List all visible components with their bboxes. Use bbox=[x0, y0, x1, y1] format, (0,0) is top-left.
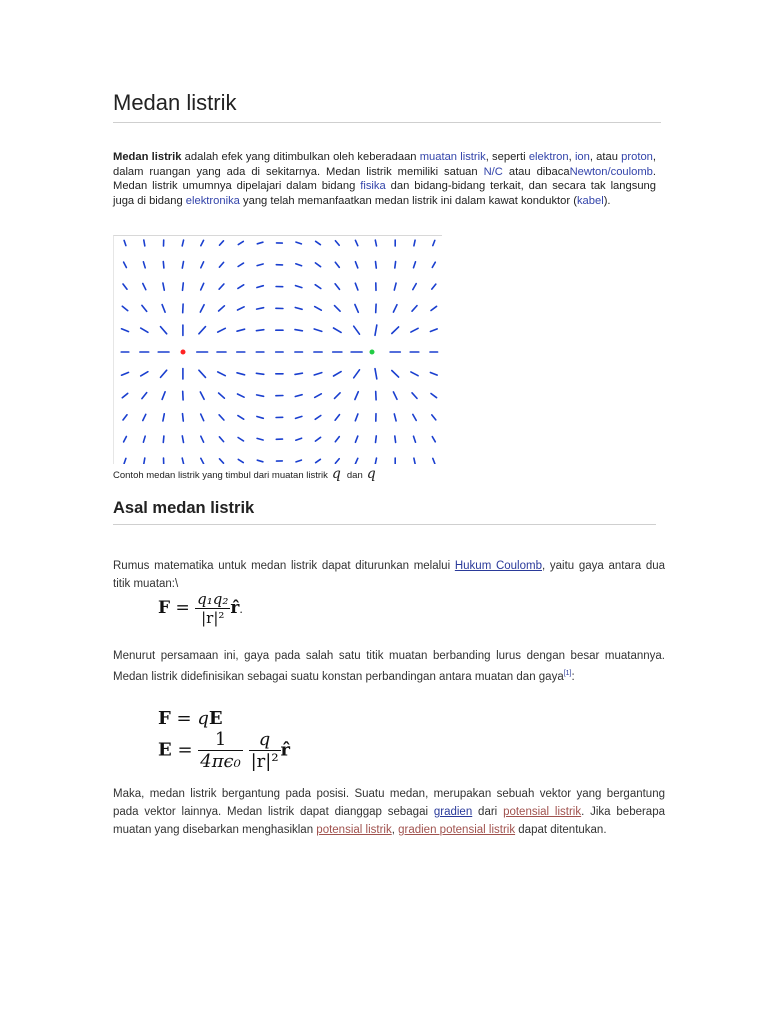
para-text: , yaitu gaya antara dua titik muatan:\ bbox=[113, 560, 666, 590]
field-vector bbox=[257, 460, 263, 462]
field-vector bbox=[355, 283, 358, 290]
field-vector bbox=[315, 437, 320, 441]
field-vector bbox=[183, 283, 184, 290]
intro-text: , atau bbox=[589, 151, 622, 163]
field-vector bbox=[315, 394, 322, 398]
field-vector bbox=[219, 262, 223, 267]
field-vector bbox=[182, 436, 183, 443]
field-vector bbox=[355, 458, 357, 463]
field-vector bbox=[199, 327, 206, 334]
link-elektron[interactable]: elektron bbox=[528, 151, 569, 163]
field-vector bbox=[161, 370, 167, 377]
field-vector bbox=[433, 240, 435, 245]
formula-rhat: r̂ bbox=[280, 739, 291, 761]
field-vector bbox=[395, 436, 396, 442]
field-vector bbox=[412, 393, 417, 399]
field-vector bbox=[295, 330, 302, 331]
field-vector bbox=[142, 393, 147, 399]
intro-text: ). bbox=[603, 194, 611, 207]
paragraph-gradient bbox=[113, 785, 665, 839]
field-vector bbox=[182, 240, 183, 246]
field-vector bbox=[144, 240, 145, 246]
field-vector bbox=[238, 416, 244, 420]
field-vector bbox=[432, 262, 435, 267]
field-vector bbox=[296, 242, 301, 244]
positive-charge-dot bbox=[181, 350, 186, 355]
link-gradien-potensial-listrik[interactable]: gradien potensial listrik bbox=[398, 824, 516, 836]
field-vector bbox=[355, 305, 358, 313]
field-vector bbox=[124, 458, 126, 463]
field-vector bbox=[142, 305, 147, 311]
field-vector bbox=[257, 264, 263, 266]
field-vector bbox=[123, 284, 127, 289]
para-text: Rumus matematika untuk medan listrik dapat diturunkan melalui bbox=[113, 560, 455, 572]
field-vector bbox=[237, 329, 245, 331]
field-vector bbox=[392, 371, 399, 378]
field-vector bbox=[201, 436, 204, 442]
field-vector bbox=[257, 242, 263, 244]
field-vector bbox=[375, 325, 377, 335]
intro-text: yang telah memanfaatkan medan listrik ini dalam kawat konduktor ( bbox=[239, 194, 577, 207]
field-vector bbox=[414, 240, 415, 246]
caption-and: dan bbox=[346, 470, 363, 481]
field-vector bbox=[335, 306, 341, 312]
caption-text: Contoh medan listrik yang timbul dari muatan listrik bbox=[113, 470, 328, 481]
field-vector bbox=[414, 436, 416, 442]
field-vector bbox=[122, 329, 129, 332]
field-vector bbox=[431, 306, 437, 310]
field-vector bbox=[315, 307, 322, 311]
field-vector bbox=[376, 262, 377, 269]
intro-text: , seperti bbox=[485, 151, 529, 163]
field-vector bbox=[355, 414, 358, 421]
link-kabel[interactable]: kabel bbox=[576, 194, 604, 207]
intro-paragraph bbox=[113, 150, 656, 208]
field-vector bbox=[201, 262, 204, 268]
electric-field-diagram bbox=[114, 236, 442, 464]
para-text: dapat ditentukan. bbox=[515, 824, 607, 836]
field-vector bbox=[432, 437, 435, 442]
intro-term: Medan listrik bbox=[113, 151, 182, 163]
formula-period: . bbox=[239, 603, 243, 616]
link-nc[interactable]: N/C bbox=[483, 165, 503, 178]
field-vector bbox=[414, 262, 416, 268]
field-vector bbox=[238, 263, 243, 266]
field-vector bbox=[430, 373, 437, 376]
field-vector bbox=[201, 458, 204, 463]
field-vector bbox=[433, 458, 435, 463]
link-newton-coulomb[interactable]: Newton/coulomb bbox=[569, 165, 653, 178]
formula-coulomb bbox=[158, 590, 243, 627]
field-vector bbox=[162, 305, 165, 313]
charge-q1-symbol: q bbox=[331, 466, 341, 482]
field-vector bbox=[335, 241, 339, 246]
field-vector bbox=[163, 436, 164, 442]
field-vector bbox=[316, 241, 321, 244]
field-vector bbox=[314, 329, 322, 331]
field-vector bbox=[163, 283, 164, 290]
field-vector bbox=[375, 369, 377, 379]
field-vector bbox=[414, 458, 415, 464]
field-vector bbox=[335, 415, 339, 421]
field-vector bbox=[143, 262, 145, 268]
field-vector bbox=[219, 415, 224, 420]
field-vector bbox=[257, 286, 263, 288]
link-hukum-coulomb[interactable]: Hukum Coulomb bbox=[454, 560, 542, 572]
para-text: Menurut persamaan ini, gaya pada salah satu titik muatan berbanding lurus dengan besar muatannya. Medan listrik didefinisikan sebagai suatu konstan perbandingan antara muatan dan gaya bbox=[113, 650, 665, 683]
para-text: dari bbox=[472, 806, 504, 818]
field-vector bbox=[295, 373, 302, 374]
field-vector bbox=[295, 308, 302, 310]
field-vector bbox=[376, 436, 377, 443]
page-title: Medan listrik bbox=[113, 90, 661, 123]
formula-e: E bbox=[208, 708, 223, 729]
field-vector bbox=[257, 438, 263, 440]
formula-q: q bbox=[197, 708, 209, 729]
fraction-numerator: 1 bbox=[198, 729, 243, 751]
fraction-denominator: |r|² bbox=[250, 751, 279, 772]
field-vector bbox=[411, 372, 418, 376]
field-vector bbox=[238, 307, 245, 310]
fraction-denominator: 4πϵ₀ bbox=[200, 751, 241, 772]
field-vector bbox=[335, 393, 341, 399]
field-vector bbox=[295, 395, 302, 397]
field-vector bbox=[201, 240, 204, 245]
electric-field-figure bbox=[113, 235, 442, 464]
field-vector bbox=[256, 373, 263, 374]
link-muatan-listrik[interactable]: muatan listrik bbox=[419, 151, 486, 163]
field-vector bbox=[219, 306, 225, 311]
formula-eq: = bbox=[171, 739, 199, 761]
formula-eq: = bbox=[170, 708, 198, 729]
field-vector bbox=[144, 458, 145, 464]
field-vector bbox=[296, 286, 302, 288]
field-vector bbox=[395, 262, 396, 268]
field-vector bbox=[141, 328, 148, 332]
field-vector bbox=[375, 458, 376, 464]
field-vector bbox=[163, 414, 164, 421]
field-vector bbox=[220, 459, 224, 463]
field-vector bbox=[335, 262, 339, 267]
figure-caption bbox=[113, 466, 453, 482]
field-vector bbox=[393, 305, 397, 312]
field-vector bbox=[335, 459, 339, 464]
paragraph-coulomb bbox=[113, 557, 665, 593]
link-potensial-listrik[interactable]: potensial listrik bbox=[503, 806, 582, 818]
field-vector bbox=[219, 393, 225, 398]
field-vector bbox=[218, 372, 226, 376]
link-elektronika[interactable]: elektronika bbox=[185, 194, 240, 207]
field-vector bbox=[182, 458, 183, 464]
fraction-denominator: |r|² bbox=[201, 609, 225, 627]
field-vector bbox=[219, 437, 223, 442]
field-vector bbox=[413, 284, 416, 290]
field-vector bbox=[413, 414, 416, 420]
formula-field bbox=[158, 729, 290, 772]
field-vector bbox=[393, 392, 397, 399]
field-vector bbox=[314, 373, 322, 375]
field-vector bbox=[238, 459, 243, 462]
paragraph-definition bbox=[113, 647, 665, 686]
para-text: . Jika beberapa muatan yang disebarkan menghasiklan bbox=[113, 806, 665, 836]
fraction-numerator: q₁q₂ bbox=[197, 590, 229, 608]
formula-e: E bbox=[158, 739, 172, 761]
field-vector bbox=[220, 241, 224, 245]
field-vector bbox=[431, 394, 437, 398]
field-vector bbox=[201, 414, 204, 421]
field-vector bbox=[296, 460, 301, 462]
field-vector bbox=[161, 327, 167, 334]
para-text: , bbox=[391, 824, 399, 836]
field-vector bbox=[200, 305, 204, 312]
field-vector bbox=[199, 370, 206, 377]
field-vector bbox=[124, 240, 126, 245]
link-gradien[interactable]: gradien bbox=[433, 806, 473, 818]
field-vector bbox=[143, 284, 146, 290]
field-vector bbox=[124, 437, 127, 442]
section-title: Asal medan listrik bbox=[113, 499, 656, 525]
para-text: Maka, medan listrik bergantung pada posisi. Suatu medan, merupakan sebuah vektor yang bergantung pada vektor lainnya. Medan listrik dapat dianggap sebagai bbox=[113, 788, 665, 818]
field-vector bbox=[375, 240, 376, 246]
field-vector bbox=[183, 414, 184, 421]
field-vector bbox=[237, 373, 245, 375]
field-vector bbox=[122, 393, 127, 397]
field-vector bbox=[122, 372, 129, 375]
field-vector bbox=[430, 329, 437, 332]
field-vector bbox=[315, 285, 321, 289]
field-vector bbox=[162, 392, 165, 400]
formula-f: F bbox=[158, 598, 171, 618]
field-vector bbox=[238, 394, 245, 397]
charge-q2-symbol: q bbox=[366, 466, 376, 482]
field-vector bbox=[296, 416, 302, 418]
field-vector bbox=[355, 436, 357, 442]
field-vector bbox=[257, 395, 264, 396]
formula-f: F bbox=[158, 708, 171, 729]
formula-fraction-1 bbox=[198, 729, 243, 772]
link-ion[interactable]: ion bbox=[574, 151, 590, 163]
link-fisika[interactable]: fisika bbox=[360, 180, 386, 193]
field-vector bbox=[432, 284, 436, 289]
field-vector bbox=[257, 308, 264, 309]
field-vector bbox=[122, 306, 127, 310]
field-vector bbox=[334, 328, 342, 332]
field-vector bbox=[201, 283, 204, 290]
field-vector bbox=[316, 459, 321, 462]
field-vector bbox=[200, 392, 204, 399]
field-vector bbox=[143, 436, 145, 442]
field-vector bbox=[219, 284, 224, 289]
formula-force bbox=[158, 708, 223, 729]
field-vector bbox=[334, 372, 342, 376]
intro-text: atau dibaca bbox=[502, 165, 570, 178]
field-vector bbox=[238, 438, 243, 441]
field-vector bbox=[141, 372, 148, 376]
intro-text: adalah efek yang ditimbulkan oleh keberadaan bbox=[181, 151, 420, 163]
field-vector bbox=[315, 416, 321, 420]
field-vector bbox=[354, 370, 360, 378]
link-proton[interactable]: proton bbox=[621, 151, 653, 163]
field-vector bbox=[355, 240, 357, 245]
formula-rhat: r̂ bbox=[230, 598, 240, 618]
reference-1[interactable]: [1] bbox=[563, 670, 572, 677]
intro-text: , dalam ruangan yang ada di sekitarnya. Medan listrik memiliki satuan bbox=[113, 151, 657, 178]
field-vector bbox=[355, 262, 357, 268]
formula-fraction-2 bbox=[249, 729, 281, 772]
field-vector bbox=[238, 241, 243, 244]
field-vector bbox=[124, 262, 127, 267]
field-vector bbox=[394, 283, 396, 290]
field-vector bbox=[256, 330, 263, 331]
field-vector bbox=[394, 414, 396, 421]
field-vector bbox=[335, 437, 339, 442]
field-vector bbox=[296, 438, 302, 440]
field-vector bbox=[315, 263, 320, 267]
field-vector bbox=[411, 328, 418, 332]
field-vector bbox=[355, 392, 358, 400]
field-vector bbox=[412, 306, 417, 312]
link-potensial-listrik-2[interactable]: potensial listrik bbox=[316, 824, 392, 836]
field-vector bbox=[182, 262, 183, 269]
intro-text: . Medan listrik umumnya dipelajari dalam bidang bbox=[113, 165, 656, 193]
formula-fraction bbox=[195, 590, 230, 627]
intro-text: , bbox=[568, 151, 575, 163]
field-vector bbox=[335, 284, 339, 290]
formula-eq: = bbox=[170, 598, 196, 618]
field-vector bbox=[218, 328, 226, 332]
para-text: : bbox=[571, 670, 575, 683]
field-vector bbox=[296, 264, 302, 266]
field-vector bbox=[392, 327, 399, 334]
field-vector bbox=[354, 326, 360, 334]
field-vector bbox=[163, 262, 164, 268]
field-vector bbox=[257, 417, 263, 419]
fraction-numerator: q bbox=[249, 729, 281, 751]
field-vector bbox=[123, 415, 127, 420]
intro-text: dan bidang-bidang terkait, dan secara tak langsung juga di bidang bbox=[113, 180, 656, 207]
field-vector bbox=[432, 415, 436, 420]
field-vector bbox=[143, 414, 146, 420]
field-vector bbox=[238, 285, 244, 289]
negative-charge-dot bbox=[370, 350, 375, 355]
